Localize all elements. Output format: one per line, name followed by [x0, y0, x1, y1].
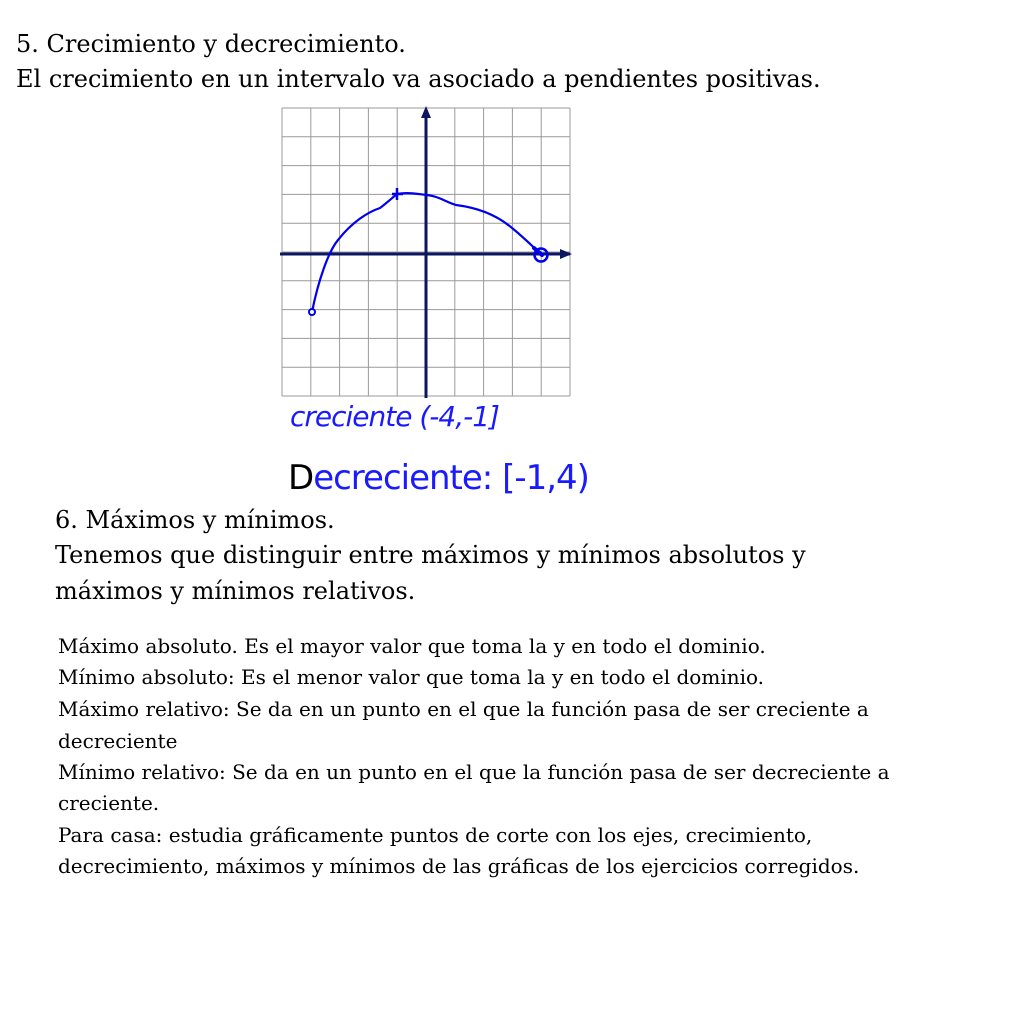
handwritten-decreasing-mark: D [288, 458, 314, 498]
section5-text: El crecimiento en un intervalo va asociado a pendientes positivas. [16, 65, 821, 93]
definition-absolute-min: Mínimo absoluto: Es el menor valor que toma la y en todo el dominio. [58, 665, 765, 689]
handwritten-decreasing-interval: ecreciente: [-1,4) [313, 458, 589, 498]
definition-relative-min-cont: creciente. [58, 791, 160, 815]
section6-heading: 6. Máximos y mínimos. [55, 506, 335, 534]
open-endpoint-left [309, 309, 315, 315]
section6-intro-line1: Tenemos que distinguir entre máximos y mínimos absolutos y [55, 541, 806, 569]
handwritten-decreasing-row [288, 458, 589, 498]
handwritten-increasing-interval: creciente (-4,-1] [290, 400, 499, 433]
function-graph [276, 102, 576, 402]
section5-heading: 5. Crecimiento y decrecimiento. [16, 30, 406, 58]
section6-intro-line2: máximos y mínimos relativos. [55, 577, 416, 605]
definition-relative-max-cont: decreciente [58, 729, 178, 753]
definition-relative-min: Mínimo relativo: Se da en un punto en el que la función pasa de ser decreciente a [58, 760, 890, 784]
homework-line2: decrecimiento, máximos y mínimos de las gráficas de los ejercicios corregidos. [58, 854, 860, 878]
homework-line1: Para casa: estudia gráficamente puntos de corte con los ejes, crecimiento, [58, 823, 813, 847]
definition-absolute-max: Máximo absoluto. Es el mayor valor que toma la y en todo el dominio. [58, 634, 766, 658]
definition-relative-max: Máximo relativo: Se da en un punto en el que la función pasa de ser creciente a [58, 697, 869, 721]
